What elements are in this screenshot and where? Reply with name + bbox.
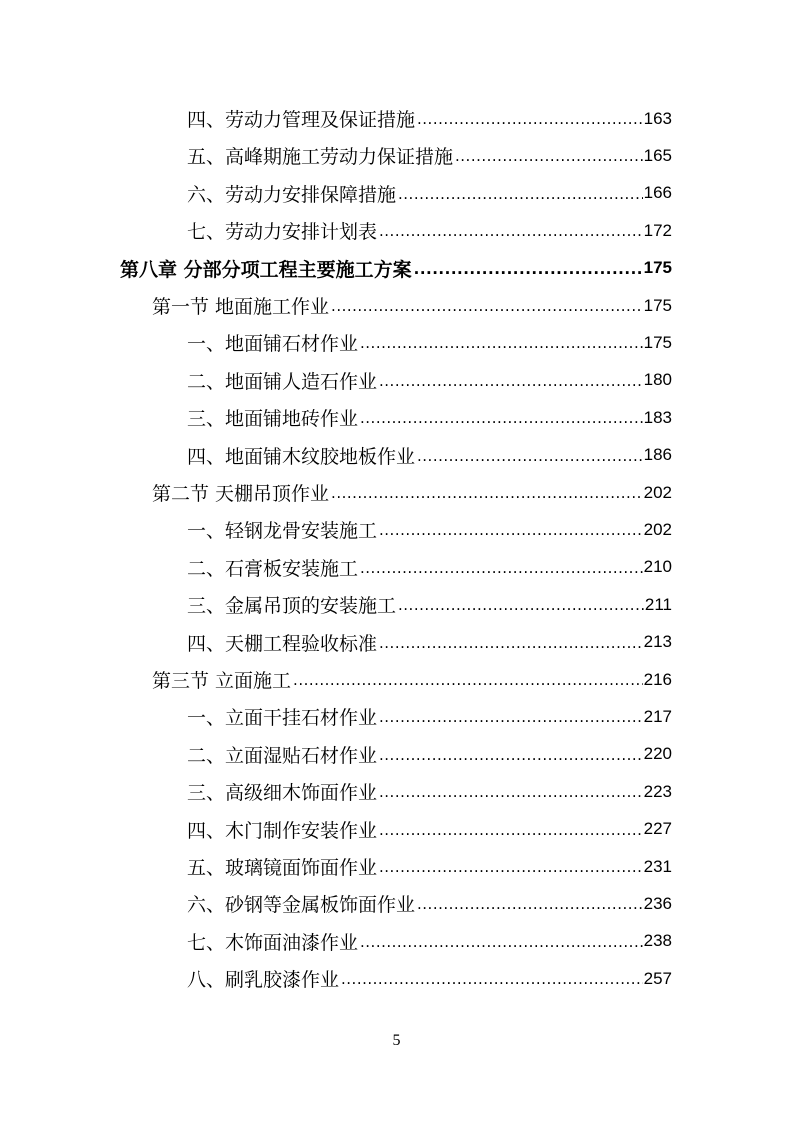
toc-entry-page-number: 175: [643, 258, 672, 278]
toc-item-entry[interactable]: [187, 362, 672, 399]
toc-entry-label: 五、高峰期施工劳动力保证措施: [187, 146, 454, 169]
toc-entry-page-number: 227: [643, 819, 672, 839]
toc-item-entry[interactable]: [187, 549, 672, 586]
toc-chapter-entry[interactable]: [120, 250, 672, 287]
toc-entry-page-number: 217: [643, 706, 672, 726]
toc-section-entry[interactable]: [152, 661, 672, 698]
toc-entry-label: 三、地面铺地砖作业: [187, 408, 359, 431]
toc-entry-page-number: 175: [643, 332, 672, 352]
page-number: 5: [392, 1032, 401, 1049]
toc-entry-label: 三、金属吊顶的安装施工: [187, 595, 397, 618]
toc-item-entry[interactable]: [187, 811, 672, 848]
toc-entry-label: 二、地面铺人造石作业: [187, 370, 378, 393]
toc-dot-leader: [360, 399, 643, 436]
toc-dot-leader: [417, 885, 643, 922]
toc-entry-label: 三、高级细木饰面作业: [187, 782, 378, 805]
toc-dot-leader: [379, 698, 643, 735]
toc-dot-leader: [360, 324, 643, 361]
toc-entry-page-number: 238: [643, 931, 672, 951]
toc-entry-label: 二、石膏板安装施工: [187, 557, 359, 580]
toc-dot-leader: [331, 287, 643, 324]
toc-dot-leader: [360, 549, 643, 586]
toc-entry-label: 第八章 分部分项工程主要施工方案: [120, 258, 412, 281]
toc-entry-page-number: 216: [643, 669, 672, 689]
toc-dot-leader: [398, 175, 643, 212]
toc-dot-leader: [379, 511, 643, 548]
toc-entry-page-number: 202: [643, 482, 672, 502]
toc-entry-page-number: 236: [643, 893, 672, 913]
toc-item-entry[interactable]: [187, 848, 672, 885]
toc-entry-page-number: 165: [643, 145, 672, 165]
toc-entry-page-number: 210: [643, 557, 672, 577]
toc-dot-leader: [414, 250, 643, 287]
toc-entry-label: 七、木饰面油漆作业: [187, 931, 359, 954]
toc-item-entry[interactable]: [187, 137, 672, 174]
toc-entry-label: 一、轻钢龙骨安装施工: [187, 520, 378, 543]
toc-entry-label: 第二节 天棚吊顶作业: [152, 483, 330, 505]
toc-entry-page-number: 163: [643, 108, 672, 128]
toc-entry-page-number: 213: [643, 632, 672, 652]
toc-dot-leader: [341, 960, 643, 997]
toc-entry-label: 二、立面湿贴石材作业: [187, 744, 378, 767]
toc-entry-page-number: 180: [643, 370, 672, 390]
toc-item-entry[interactable]: [187, 437, 672, 474]
toc-entry-page-number: 211: [644, 594, 672, 614]
toc-entry-label: 四、木门制作安装作业: [187, 819, 378, 842]
toc-item-entry[interactable]: [187, 960, 672, 997]
toc-entry-label: 第三节 立面施工: [152, 670, 292, 692]
toc-entry-page-number: 202: [643, 519, 672, 539]
toc-entry-label: 一、地面铺石材作业: [187, 333, 359, 356]
toc-dot-leader: [417, 100, 643, 137]
toc-item-entry[interactable]: [187, 586, 672, 623]
toc-item-entry[interactable]: [187, 773, 672, 810]
toc-dot-leader: [398, 586, 644, 623]
toc-entry-label: 八、刷乳胶漆作业: [187, 969, 340, 992]
toc-item-entry[interactable]: [187, 212, 672, 249]
toc-section-entry[interactable]: [152, 287, 672, 324]
toc-entry-label: 四、劳动力管理及保证措施: [187, 109, 416, 131]
toc-dot-leader: [379, 848, 643, 885]
toc-section-entry[interactable]: [152, 474, 672, 511]
toc-item-entry[interactable]: [187, 399, 672, 436]
toc-dot-leader: [379, 736, 643, 773]
toc-entry-label: 四、天棚工程验收标准: [187, 632, 378, 655]
toc-entry-label: 六、砂钢等金属板饰面作业: [187, 894, 416, 917]
toc-item-entry[interactable]: [187, 100, 672, 137]
toc-entry-label: 六、劳动力安排保障措施: [187, 183, 397, 206]
toc-dot-leader: [455, 137, 643, 174]
toc-item-entry[interactable]: [187, 698, 672, 735]
toc-dot-leader: [379, 362, 643, 399]
toc-item-entry[interactable]: [187, 923, 672, 960]
toc-dot-leader: [360, 923, 643, 960]
toc-item-entry[interactable]: [187, 736, 672, 773]
toc-entry-page-number: 220: [643, 744, 672, 764]
toc-entry-page-number: 186: [643, 445, 672, 465]
toc-entry-label: 第一节 地面施工作业: [152, 296, 330, 318]
toc-item-entry[interactable]: [187, 885, 672, 922]
toc-entry-page-number: 166: [643, 183, 672, 203]
toc-dot-leader: [293, 661, 643, 698]
toc-entry-page-number: 223: [643, 781, 672, 801]
toc-item-entry[interactable]: [187, 324, 672, 361]
toc-entry-label: 一、立面干挂石材作业: [187, 707, 378, 730]
toc-dot-leader: [379, 811, 643, 848]
toc-entry-label: 四、地面铺木纹胶地板作业: [187, 445, 416, 468]
toc-item-entry[interactable]: [187, 624, 672, 661]
toc-entry-page-number: 257: [643, 968, 672, 988]
toc-item-entry[interactable]: [187, 511, 672, 548]
toc-dot-leader: [379, 773, 643, 810]
toc-entry-page-number: 175: [643, 295, 672, 315]
toc-dot-leader: [417, 437, 643, 474]
toc-dot-leader: [379, 212, 643, 249]
toc-entry-page-number: 231: [643, 856, 672, 876]
toc-entry-page-number: 183: [643, 407, 672, 427]
toc-item-entry[interactable]: [187, 175, 672, 212]
toc-dot-leader: [379, 624, 643, 661]
toc-entry-page-number: 172: [643, 220, 672, 240]
toc-dot-leader: [331, 474, 643, 511]
toc-entry-label: 七、劳动力安排计划表: [187, 221, 378, 244]
toc-entry-label: 五、玻璃镜面饰面作业: [187, 857, 378, 879]
